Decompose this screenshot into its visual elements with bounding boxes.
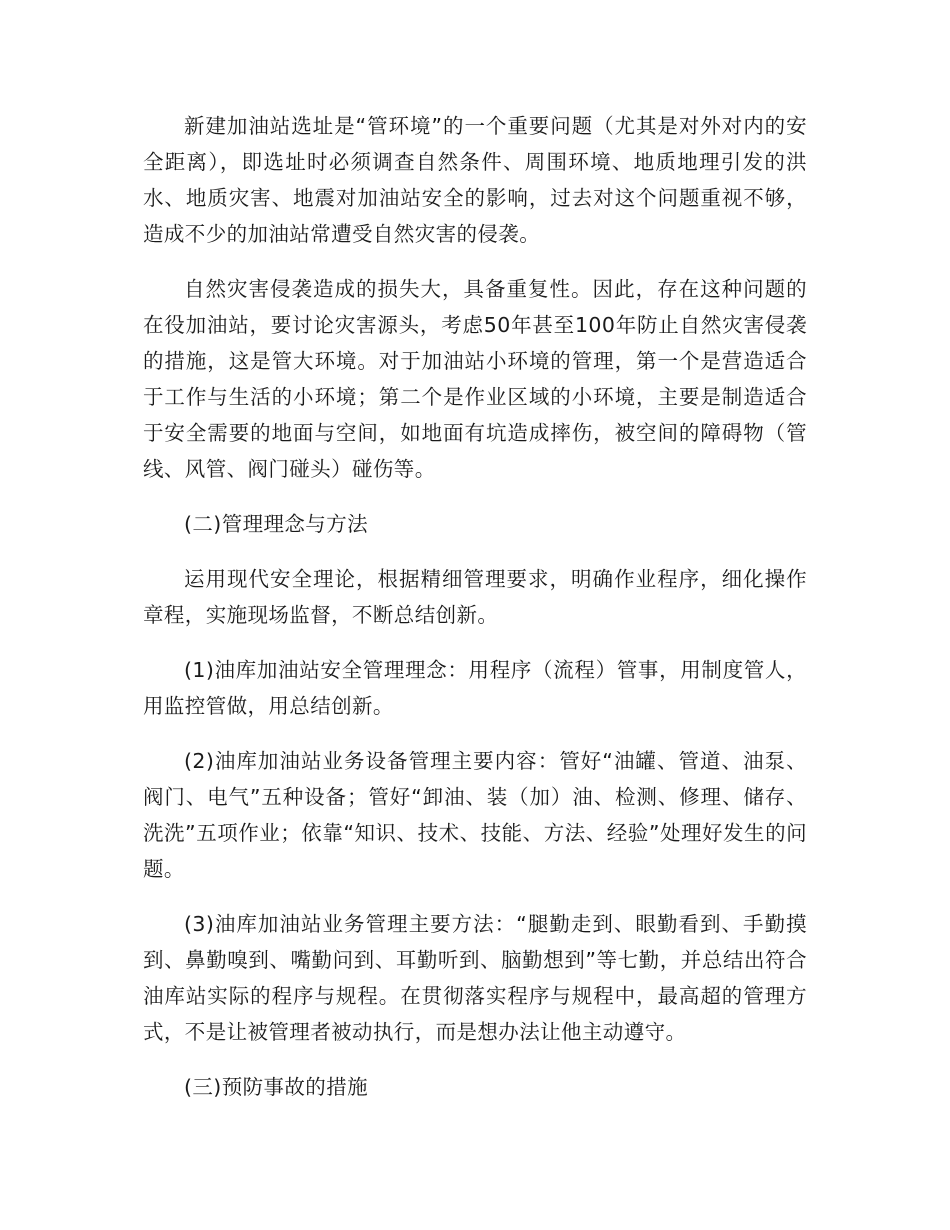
paragraph-equipment-management: (2)油库加油站业务设备管理主要内容：管好“油罐、管道、油泵、阀门、电气”五种设备；管好“卸油、装（加）油、检测、修理、储存、洗洗”五项作业；依靠“知识、技术、技能、方法、经验”处理好发生的问题。: [143, 749, 807, 881]
paragraph-management-methods: (3)油库加油站业务管理主要方法：“腿勤走到、眼勤看到、手勤摸到、鼻勤嗅到、嘴勤问到、耳勤听到、脑勤想到”等七勤，并总结出符合油库站实际的程序与规程。在贯彻落实程序与规程中，最高超的管理方式，不是让被管理者被动执行，而是想办法让他主动遵守。: [143, 912, 807, 1044]
document-body: [143, 108, 807, 1124]
paragraph-site-selection: 新建加油站选址是“管环境”的一个重要问题（尤其是对外对内的安全距离），即选址时必须调查自然条件、周围环境、地质地理引发的洪水、地质灾害、地震对加油站安全的影响，过去对这个问题重视不够，造成不少的加油站常遭受自然灾害的侵袭。: [143, 114, 807, 246]
section-heading-accident-prevention: (三)预防事故的措施: [184, 1075, 368, 1099]
section-heading-management-concept: (二)管理理念与方法: [184, 512, 368, 536]
paragraph-modern-safety-theory: 运用现代安全理论，根据精细管理要求，明确作业程序，细化操作章程，实施现场监督，不断总结创新。: [143, 567, 807, 627]
paragraph-safety-concept: (1)油库加油站安全管理理念：用程序（流程）管事，用制度管人，用监控管做，用总结创新。: [143, 658, 807, 718]
paragraph-natural-disaster: 自然灾害侵袭造成的损失大，具备重复性。因此，存在这种问题的在役加油站，要讨论灾害源头，考虑50年甚至100年防止自然灾害侵袭的措施，这是管大环境。对于加油站小环境的管理，第一个是营造适合于工作与生活的小环境；第二个是作业区域的小环境，主要是制造适合于安全需要的地面与空间，如地面有坑造成摔伤，被空间的障碍物（管线、风管、阀门碰头）碰伤等。: [143, 277, 807, 481]
